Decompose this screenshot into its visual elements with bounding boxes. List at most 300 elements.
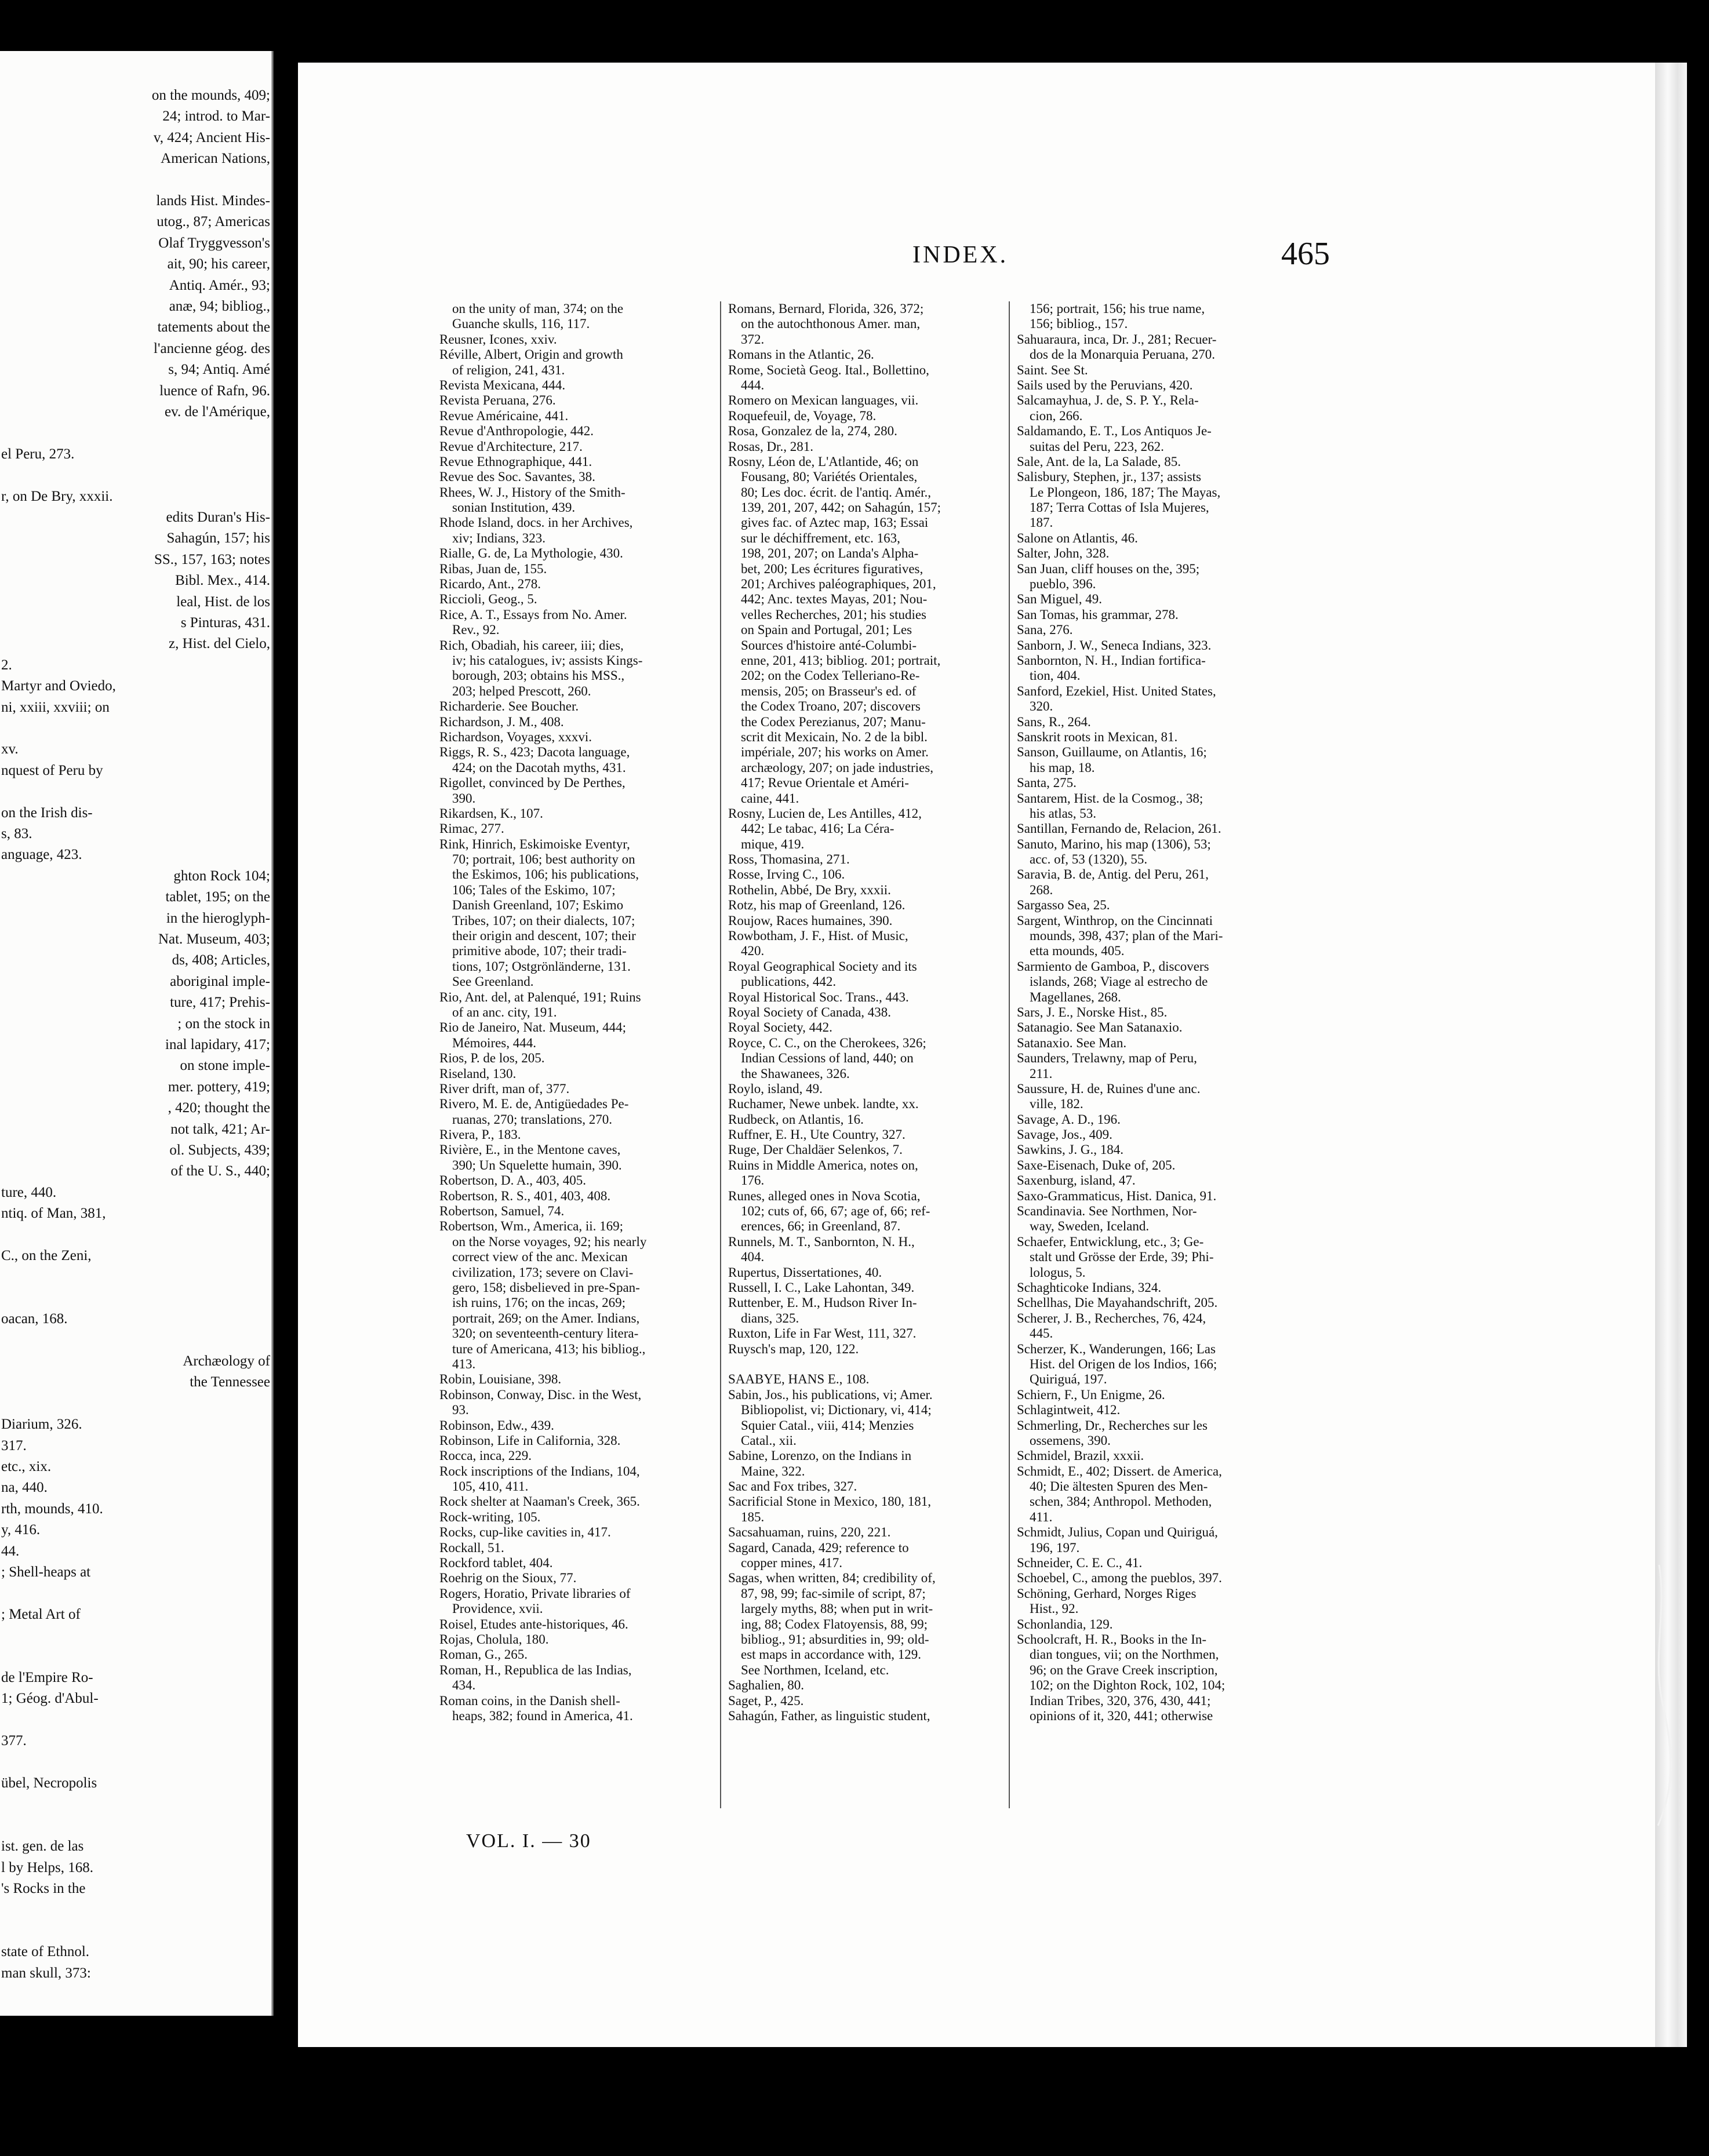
left-page-fragment [0, 423, 274, 443]
left-page-fragment [0, 1267, 274, 1287]
index-entry-continuation: 80; Les doc. écrit. de l'antiq. Amér., [741, 485, 931, 500]
left-page-fragment: leal, Hist. de los [176, 593, 270, 610]
index-entry: Roujow, Races humaines, 390. [728, 913, 893, 928]
left-page-fragment: ni, xxiii, xxviii; on [1, 699, 110, 715]
index-entry: Scandinavia. See Northmen, Nor- [1017, 1204, 1197, 1219]
index-entry: Roylo, island, 49. [728, 1081, 823, 1096]
index-entry: Satanaxio. See Man. [1017, 1035, 1127, 1050]
index-entry: Salisbury, Stephen, jr., 137; assists [1017, 469, 1201, 485]
index-entry: Richarderie. See Boucher. [439, 699, 579, 714]
left-page-fragment: on the Irish dis- [1, 804, 93, 821]
left-page-fragment [0, 1394, 274, 1414]
running-head [298, 238, 1655, 272]
index-entry: Rikardsen, K., 107. [439, 806, 543, 821]
left-page-edge [271, 51, 274, 2016]
index-entry: Saravia, B. de, Antig. del Peru, 261, [1017, 867, 1209, 882]
index-entry-continuation: of an anc. city, 191. [452, 1004, 557, 1019]
index-entry: Rice, A. T., Essays from No. Amer. [439, 607, 627, 622]
index-entry-continuation: islands, 268; Viage al estrecho de [1030, 974, 1208, 989]
left-page-fragment [0, 1921, 274, 1941]
index-entry-continuation: Hist. del Origen de los Indios, 166; [1030, 1356, 1217, 1371]
index-entry-continuation: impériale, 207; his works on Amer. [741, 745, 929, 760]
index-entry-continuation: his map, 18. [1030, 760, 1095, 775]
column-rule [1009, 301, 1010, 1808]
index-entry: Schmidt, Julius, Copan und Quiriguá, [1017, 1525, 1218, 1540]
left-page-fragment: edits Duran's His- [166, 509, 270, 525]
index-entry-continuation: 211. [1030, 1066, 1053, 1081]
left-page-fragment: xv. [1, 741, 19, 757]
left-page-fragment [0, 465, 274, 485]
left-page-fragment [0, 1753, 274, 1772]
index-entry-continuation: erences, 66; in Greenland, 87. [741, 1219, 901, 1234]
index-entry: Robertson, Samuel, 74. [439, 1204, 565, 1219]
left-page-fragment: state of Ethnol. [1, 1944, 90, 1960]
index-entry: Reusner, Icones, xxiv. [439, 332, 557, 347]
left-page-fragment: ; Metal Art of [1, 1606, 81, 1622]
index-entry-continuation: scrit dit Mexicain, No. 2 de la bibl. [741, 729, 928, 744]
left-page-fragment [0, 1816, 274, 1835]
left-page-fragment: the Tennessee [190, 1374, 270, 1390]
index-entry-continuation: Le Plongeon, 186, 187; The Mayas, [1030, 485, 1221, 500]
index-entry: Schonlandia, 129. [1017, 1616, 1113, 1631]
left-page-fragment: oacan, 168. [1, 1311, 68, 1327]
index-entry: Revue d'Anthropologie, 442. [439, 424, 594, 439]
left-page-fragment: 24; introd. to Mar- [162, 108, 270, 125]
index-entry: Ruxton, Life in Far West, 111, 327. [728, 1326, 917, 1341]
left-page-fragment: Diarium, 326. [1, 1416, 82, 1433]
index-page [298, 63, 1655, 2047]
index-entry-continuation: iv; his catalogues, iv; assists Kings- [452, 653, 643, 668]
index-entry: Robinson, Conway, Disc. in the West, [439, 1387, 642, 1402]
index-entry: Salter, John, 328. [1017, 546, 1110, 561]
index-entry-continuation: borough, 203; obtains his MSS., [452, 668, 625, 683]
index-entry [728, 1357, 1001, 1372]
index-entry-continuation: ish ruins, 176; on the incas, 269; [452, 1295, 626, 1310]
index-entry-continuation: Mémoires, 444. [452, 1035, 537, 1050]
signature-mark: VOL. I. — 30 [466, 1830, 591, 1852]
index-entry-continuation: way, Sweden, Iceland. [1030, 1219, 1150, 1234]
index-entry: Santillan, Fernando de, Relacion, 261. [1017, 821, 1221, 836]
index-entry: Roisel, Etudes ante-historiques, 46. [439, 1616, 628, 1631]
index-entry: Sanson, Guillaume, on Atlantis, 16; [1017, 745, 1207, 760]
left-page-fragment [0, 1225, 274, 1245]
left-page-fragment: SS., 157, 163; notes [154, 551, 270, 567]
index-entry: Rosny, Lucien de, Les Antilles, 412, [728, 806, 922, 821]
index-entry-continuation: Tribes, 107; on their dialects, 107; [452, 913, 635, 928]
index-entry-continuation: 445. [1030, 1326, 1053, 1341]
index-entry-continuation: caine, 441. [741, 791, 799, 806]
index-entry-continuation: archæology, 207; on jade industries, [741, 760, 933, 775]
index-entry-continuation: 404. [741, 1250, 765, 1265]
index-entry-continuation: bibliog., 91; absurdities in, 99; old- [741, 1631, 929, 1647]
index-entry: Saxe-Eisenach, Duke of, 205. [1017, 1157, 1176, 1172]
index-entry: Roman, G., 265. [439, 1647, 528, 1662]
index-entry-continuation: acc. of, 53 (1320), 55. [1030, 852, 1148, 867]
index-entry: Rupertus, Dissertationes, 40. [728, 1265, 882, 1280]
index-entry: Sacsahuaman, ruins, 220, 221. [728, 1525, 891, 1540]
index-entry: Schmerling, Dr., Recherches sur les [1017, 1418, 1208, 1433]
index-entry-continuation: 187; Terra Cottas of Isla Mujeres, [1030, 500, 1209, 515]
index-entry-continuation: 417; Revue Orientale et Améri- [741, 775, 909, 791]
index-entry-continuation: ing, 88; Codex Flatoyensis, 88, 99; [741, 1616, 928, 1631]
left-page-fragment: ait, 90; his career, [167, 256, 270, 272]
index-entry: Saghalien, 80. [728, 1678, 804, 1693]
index-entry-continuation: 320. [1030, 699, 1053, 714]
page-title: INDEX. [912, 242, 1009, 268]
index-entry-continuation: etta mounds, 405. [1030, 944, 1125, 959]
index-entry: Ribas, Juan de, 155. [439, 561, 547, 576]
index-entry: Schöning, Gerhard, Norges Riges [1017, 1586, 1197, 1601]
left-page-fragment [0, 1288, 274, 1308]
left-page-fragment: ture, 440. [1, 1184, 57, 1200]
left-page-fragment: y, 416. [1, 1522, 41, 1538]
left-page-fragment: ds, 408; Articles, [172, 952, 270, 968]
index-entry: Scherer, J. B., Recherches, 76, 424, [1017, 1310, 1206, 1325]
index-entry: Revista Mexicana, 444. [439, 377, 566, 392]
index-entry: Sabine, Lorenzo, on the Indians in [728, 1448, 912, 1463]
left-page-fragment: rth, mounds, 410. [1, 1501, 103, 1517]
index-entry: Runnels, M. T., Sanbornton, N. H., [728, 1234, 915, 1249]
index-entry: Sacrificial Stone in Mexico, 180, 181, [728, 1494, 932, 1509]
index-entry-continuation: tions, 107; Ostgrönländerne, 131. [452, 959, 631, 974]
index-entry-continuation: 442; Anc. textes Mayas, 201; Nou- [741, 592, 928, 607]
left-page-fragment: ol. Subjects, 439; [169, 1142, 270, 1158]
left-page-fragment: ntiq. of Man, 381, [1, 1206, 106, 1222]
index-entry-continuation: dian tongues, vii; on the Northmen, [1030, 1647, 1219, 1662]
index-entry-continuation: mique, 419. [741, 836, 805, 851]
index-entry: Ruffner, E. H., Ute Country, 327. [728, 1127, 906, 1142]
index-entry: Roman coins, in the Danish shell- [439, 1693, 620, 1708]
index-entry-continuation: Indian Tribes, 320, 376, 430, 441; [1030, 1693, 1211, 1708]
index-entry: Robertson, D. A., 403, 405. [439, 1173, 586, 1188]
index-entry-continuation: ossemens, 390. [1030, 1433, 1111, 1448]
index-entry-continuation: Hist., 92. [1030, 1601, 1079, 1616]
left-page-fragment: ; Shell-heaps at [1, 1564, 91, 1580]
left-page-fragment: man skull, 373: [1, 1965, 91, 1981]
index-entry: Sagard, Canada, 429; reference to [728, 1540, 909, 1555]
index-entry-continuation: 93. [452, 1403, 469, 1418]
index-entry: Scherzer, K., Wanderungen, 166; Las [1017, 1341, 1216, 1356]
index-entry-continuation: 201; Archives paléographiques, 201, [741, 577, 936, 592]
index-entry-continuation: Rev., 92. [452, 622, 500, 638]
index-entry: Sanuto, Marino, his map (1306), 53; [1017, 836, 1211, 851]
left-page-fragment: etc., xix. [1, 1459, 52, 1474]
index-entry: Rotz, his map of Greenland, 126. [728, 898, 906, 913]
index-entry: Revue d'Architecture, 217. [439, 439, 583, 454]
index-entry-continuation: cion, 266. [1030, 408, 1083, 423]
index-entry-continuation: 196, 197. [1030, 1540, 1080, 1555]
left-page-fragment [0, 170, 274, 190]
index-entry-continuation: Squier Catal., viii, 414; Menzies [741, 1418, 914, 1433]
index-entry: Schellhas, Die Mayahandschrift, 205. [1017, 1295, 1218, 1310]
index-entry: Rosas, Dr., 281. [728, 439, 813, 454]
index-entry: Salone on Atlantis, 46. [1017, 530, 1138, 545]
index-entry: San Juan, cliff houses on the, 395; [1017, 561, 1200, 576]
index-entry-continuation: of religion, 241, 431. [452, 362, 565, 377]
index-entry: Russell, I. C., Lake Lahontan, 349. [728, 1280, 915, 1295]
index-entry: Sans, R., 264. [1017, 714, 1091, 729]
index-entry: Sale, Ant. de la, La Salade, 85. [1017, 454, 1181, 469]
index-entry: Rosa, Gonzalez de la, 274, 280. [728, 424, 897, 439]
left-page-fragment: , 420; thought the [168, 1100, 270, 1116]
left-page-fragment: inal lapidary, 417; [165, 1037, 270, 1052]
left-page-fragment: on stone imple- [180, 1058, 270, 1074]
index-entry-continuation: suitas del Peru, 223, 262. [1030, 439, 1164, 454]
left-page-fragment: Sahagún, 157; his [166, 530, 270, 547]
index-entry-continuation: xiv; Indians, 323. [452, 530, 546, 545]
index-entry-continuation: 139, 201, 207, 442; on Sahagún, 157; [741, 500, 941, 515]
index-entry-continuation: pueblo, 396. [1030, 577, 1096, 592]
index-entry-continuation: 372. [741, 332, 765, 347]
left-page-fragment: Martyr and Oviedo, [1, 678, 116, 694]
left-page-fragment: tatements about the [157, 319, 270, 336]
index-entry: Romans in the Atlantic, 26. [728, 347, 874, 362]
left-page-fragment [0, 1331, 274, 1350]
left-page-fragment [0, 1710, 274, 1730]
index-entry-continuation: See Northmen, Iceland, etc. [741, 1662, 889, 1677]
index-entry-continuation: 203; helped Prescott, 260. [452, 683, 591, 698]
index-entry: Rivero, M. E. de, Antigüedades Pe- [439, 1097, 629, 1112]
index-entry: Schoolcraft, H. R., Books in the In- [1017, 1631, 1207, 1647]
index-entry: Santarem, Hist. de la Cosmog., 38; [1017, 791, 1203, 806]
index-entry: Ruysch's map, 120, 122. [728, 1341, 859, 1356]
index-entry: Rojas, Cholula, 180. [439, 1631, 549, 1647]
left-page-fragment: ture, 417; Prehis- [170, 995, 270, 1011]
index-entry-continuation: the Shawanees, 326. [741, 1066, 850, 1081]
index-entry: Rock-writing, 105. [439, 1509, 541, 1524]
index-entry: Riseland, 130. [439, 1066, 517, 1081]
left-page-fragment: 317. [1, 1437, 27, 1454]
index-entry: Royal Geographical Society and its [728, 959, 917, 974]
index-entry: Robinson, Life in California, 328. [439, 1433, 621, 1448]
index-entry-continuation: Sources d'histoire anté-Columbi- [741, 638, 917, 653]
index-entry: San Miguel, 49. [1017, 592, 1102, 607]
left-page-fragment [0, 1794, 274, 1814]
index-entry: Ruttenber, E. M., Hudson River In- [728, 1295, 917, 1310]
left-page-fragment: ghton Rock 104; [173, 868, 270, 884]
index-column-2 [728, 301, 1001, 1809]
index-entry: Robertson, R. S., 401, 403, 408. [439, 1188, 611, 1203]
index-entry: Robertson, Wm., America, ii. 169; [439, 1219, 624, 1234]
index-entry: Rothelin, Abbé, De Bry, xxxii. [728, 882, 891, 897]
left-page-fragment: ist. gen. de las [1, 1838, 84, 1855]
index-entry-continuation: primitive abode, 107; their tradi- [452, 944, 627, 959]
index-entry: River drift, man of, 377. [439, 1081, 570, 1096]
index-entry-continuation: stalt und Grösse der Erde, 39; Phi- [1030, 1250, 1214, 1265]
index-entry-continuation: sonian Institution, 439. [452, 500, 576, 515]
index-entry-continuation: correct view of the anc. Mexican [452, 1250, 628, 1265]
index-entry-continuation: mounds, 398, 437; plan of the Mari- [1030, 928, 1223, 944]
index-entry: Royal Society, 442. [728, 1020, 832, 1035]
index-entry-continuation: publications, 442. [741, 974, 837, 989]
index-entry-continuation: Catal., xii. [741, 1433, 797, 1448]
index-entry-continuation: See Greenland. [452, 974, 534, 989]
index-entry: Sawkins, J. G., 184. [1017, 1142, 1124, 1157]
index-entry: Revue des Soc. Savantes, 38. [439, 469, 595, 485]
left-page-fragment [0, 1626, 274, 1645]
left-page-fragment: mer. pottery, 419; [168, 1079, 270, 1095]
index-entry-continuation: 105, 410, 411. [452, 1479, 529, 1494]
index-entry: Roquefeuil, de, Voyage, 78. [728, 408, 877, 423]
index-entry: Rio de Janeiro, Nat. Museum, 444; [439, 1020, 626, 1035]
index-entry: Rivière, E., in the Mentone caves, [439, 1142, 621, 1157]
left-page-fragment: Bibl. Mex., 414. [175, 573, 270, 589]
index-entry: Rockford tablet, 404. [439, 1556, 553, 1571]
index-entry-continuation: gives fac. of Aztec map, 163; Essai [741, 515, 929, 530]
index-entry-continuation: their origin and descent, 107; their [452, 928, 636, 944]
index-entry-continuation: Magellanes, 268. [1030, 989, 1121, 1004]
index-entry-continuation: 70; portrait, 106; best authority on [452, 852, 635, 867]
left-page-fragment: lands Hist. Mindes- [156, 193, 270, 209]
left-page-fragment: Antiq. Amér., 93; [169, 277, 270, 293]
index-entry-continuation: Quiriguá, 197. [1030, 1372, 1107, 1387]
index-entry: Rock shelter at Naaman's Creek, 365. [439, 1494, 640, 1509]
index-entry: Rialle, G. de, La Mythologie, 430. [439, 546, 623, 561]
index-entry-continuation: 442; Le tabac, 416; La Céra- [741, 821, 895, 836]
index-entry-continuation: 424; on the Dacotah myths, 431. [452, 760, 626, 775]
index-entry-continuation: 434. [452, 1678, 476, 1693]
index-entry-continuation: 444. [741, 377, 765, 392]
index-entry: Santa, 275. [1017, 775, 1077, 791]
left-page-fragment: 377. [1, 1733, 27, 1749]
left-page-fragment: utog., 87; Americas [157, 214, 270, 230]
index-entry: Satanagio. See Man Satanaxio. [1017, 1020, 1183, 1035]
index-entry-continuation: gero, 158; disbelieved in pre-Span- [452, 1280, 640, 1295]
index-entry: Saussure, H. de, Ruines d'une anc. [1017, 1081, 1201, 1096]
index-entry: Rocks, cup-like cavities in, 417. [439, 1525, 611, 1540]
index-entry: Rocca, inca, 229. [439, 1448, 532, 1463]
index-entry-continuation: ture of Americana, 413; his bibliog., [452, 1341, 646, 1356]
index-entry-continuation: 102; cuts of, 66, 67; age of, 66; ref- [741, 1204, 930, 1219]
index-entry: San Tomas, his grammar, 278. [1017, 607, 1179, 622]
left-page-fragment: anguage, 423. [1, 847, 82, 863]
index-entry: Sails used by the Peruvians, 420. [1017, 377, 1193, 392]
index-entry-continuation: 413. [452, 1356, 476, 1371]
index-entry: Ruge, Der Chaldäer Selenkos, 7. [728, 1142, 903, 1157]
index-entry: Revue Ethnographique, 441. [439, 454, 592, 469]
index-entry: Royal Society of Canada, 438. [728, 1004, 892, 1019]
index-entry: Ricardo, Ant., 278. [439, 577, 541, 592]
index-entry: Schaghticoke Indians, 324. [1017, 1280, 1162, 1295]
index-entry: Rink, Hinrich, Eskimoiske Eventyr, [439, 836, 630, 851]
left-page-fragment: not talk, 421; Ar- [170, 1121, 270, 1137]
index-entry-continuation: mensis, 205; on Brasseur's ed. of [741, 683, 917, 698]
left-page-fragment: C., on the Zeni, [1, 1248, 92, 1263]
index-entry: Réville, Albert, Origin and growth [439, 347, 623, 362]
index-entry: Royce, C. C., on the Cherokees, 326; [728, 1035, 926, 1050]
left-page-fragment: of the U. S., 440; [170, 1163, 270, 1179]
index-entry: Ruchamer, Newe unbek. landte, xx. [728, 1097, 919, 1112]
index-entry-continuation: the Codex Perezianus, 207; Manu- [741, 714, 926, 729]
index-entry: Rivera, P., 183. [439, 1127, 521, 1142]
index-entry-continuation: 106; Tales of the Eskimo, 107; [452, 882, 616, 897]
index-entry: Rios, P. de los, 205. [439, 1051, 545, 1066]
index-entry: Rock inscriptions of the Indians, 104, [439, 1463, 640, 1478]
index-entry-continuation: 187. [1030, 515, 1053, 530]
index-entry-continuation: 102; on the Dighton Rock, 102, 104; [1030, 1678, 1226, 1693]
index-column-3 [1017, 301, 1289, 1809]
index-entry: Schlagintweit, 412. [1017, 1403, 1121, 1418]
index-entry: Rome, Società Geog. Ital., Bollettino, [728, 362, 929, 377]
page-number: 465 [1281, 236, 1330, 272]
index-entry-continuation: 390. [452, 791, 476, 806]
index-entry: Romans, Bernard, Florida, 326, 372; [728, 301, 924, 316]
index-entry: Saget, P., 425. [728, 1693, 804, 1708]
left-page [0, 51, 274, 2016]
index-entry-continuation: opinions of it, 320, 441; otherwise [1030, 1708, 1213, 1723]
index-entry: Sanford, Ezekiel, Hist. United States, [1017, 683, 1216, 698]
index-entry-continuation: the Codex Troano, 207; discovers [741, 699, 921, 714]
index-entry: Sagas, when written, 84; credibility of, [728, 1571, 936, 1586]
index-entry: Roman, H., Republica de las Indias, [439, 1662, 632, 1677]
index-entry-continuation: 320; on seventeenth-century litera- [452, 1326, 639, 1341]
index-entry: Richardson, Voyages, xxxvi. [439, 729, 592, 744]
index-entry: Schaefer, Entwicklung, etc., 3; Ge- [1017, 1234, 1204, 1249]
left-page-fragment: Archæology of [183, 1353, 270, 1369]
index-entry-continuation: tion, 404. [1030, 668, 1081, 683]
index-entry: Schneider, C. E. C., 41. [1017, 1556, 1143, 1571]
index-entry: Sargasso Sea, 25. [1017, 898, 1110, 913]
left-page-fragment: in the hieroglyph- [166, 910, 270, 926]
index-entry-continuation: on the Norse voyages, 92; his nearly [452, 1234, 647, 1249]
left-page-fragment: nquest of Peru by [1, 762, 103, 778]
index-entry-continuation: portrait, 269; on the Amer. Indians, [452, 1310, 640, 1325]
index-entry-continuation: dians, 325. [741, 1310, 799, 1325]
left-page-fragment: s, 94; Antiq. Amé [168, 362, 270, 378]
left-page-fragment: anæ, 94; bibliog., [169, 298, 270, 314]
left-page-fragment: 2. [1, 657, 12, 673]
index-entry: Rhees, W. J., History of the Smith- [439, 485, 626, 500]
index-entry: Richardson, J. M., 408. [439, 714, 564, 729]
index-entry-continuation: Guanche skulls, 116, 117. [452, 316, 590, 332]
left-page-fragment: l by Helps, 168. [1, 1859, 94, 1875]
left-page-fragment: Olaf Tryggvesson's [158, 235, 270, 251]
index-entry-continuation: velles Recherches, 201; his studies [741, 607, 927, 622]
index-entry: Riggs, R. S., 423; Dacota language, [439, 745, 630, 760]
left-page-fragment: el Peru, 273. [1, 446, 75, 462]
index-entry: Schmidt, E., 402; Dissert. de America, [1017, 1463, 1222, 1478]
left-page-fragment: v, 424; Ancient His- [153, 129, 270, 145]
index-entry: Sanskrit roots in Mexican, 81. [1017, 729, 1178, 744]
index-entry: Ruins in Middle America, notes on, [728, 1157, 918, 1172]
index-entry: Sac and Fox tribes, 327. [728, 1479, 857, 1494]
index-entry-continuation: Indian Cessions of land, 440; on [741, 1051, 914, 1066]
left-page-fragment: American Nations, [161, 151, 270, 167]
left-page-fragment [0, 719, 274, 738]
left-page-fragment: ev. de l'Amérique, [165, 404, 270, 420]
index-entry: Rockall, 51. [439, 1540, 504, 1555]
index-entry-continuation: 411. [1030, 1509, 1053, 1524]
left-page-fragment: 1; Géog. d'Abul- [1, 1691, 99, 1707]
index-entry: Revista Peruana, 276. [439, 393, 556, 408]
index-entry: Royal Historical Soc. Trans., 443. [728, 989, 909, 1004]
index-entry-continuation: Fousang, 80; Variétés Orientales, [741, 469, 918, 485]
index-entry-continuation: largely myths, 88; when put in writ- [741, 1601, 933, 1616]
index-entry: Saint. See St. [1017, 362, 1088, 377]
left-page-fragment: luence of Rafn, 96. [159, 383, 270, 399]
left-page-fragment: Nat. Museum, 403; [158, 931, 270, 947]
left-page-fragment: s Pinturas, 431. [180, 615, 270, 631]
left-page-fragment [0, 782, 274, 802]
index-entry-continuation: lologus, 5. [1030, 1265, 1086, 1280]
index-entry: Rowbotham, J. F., Hist. of Music, [728, 928, 908, 944]
index-entry-continuation: 185. [741, 1509, 765, 1524]
index-entry-continuation: his atlas, 53. [1030, 806, 1096, 821]
index-entry-continuation: bet, 200; Les écritures figuratives, [741, 561, 923, 576]
index-entry-continuation: 156; portrait, 156; his true name, [1030, 301, 1205, 316]
index-entry: Roehrig on the Sioux, 77. [439, 1571, 577, 1586]
index-entry: Sana, 276. [1017, 622, 1073, 638]
